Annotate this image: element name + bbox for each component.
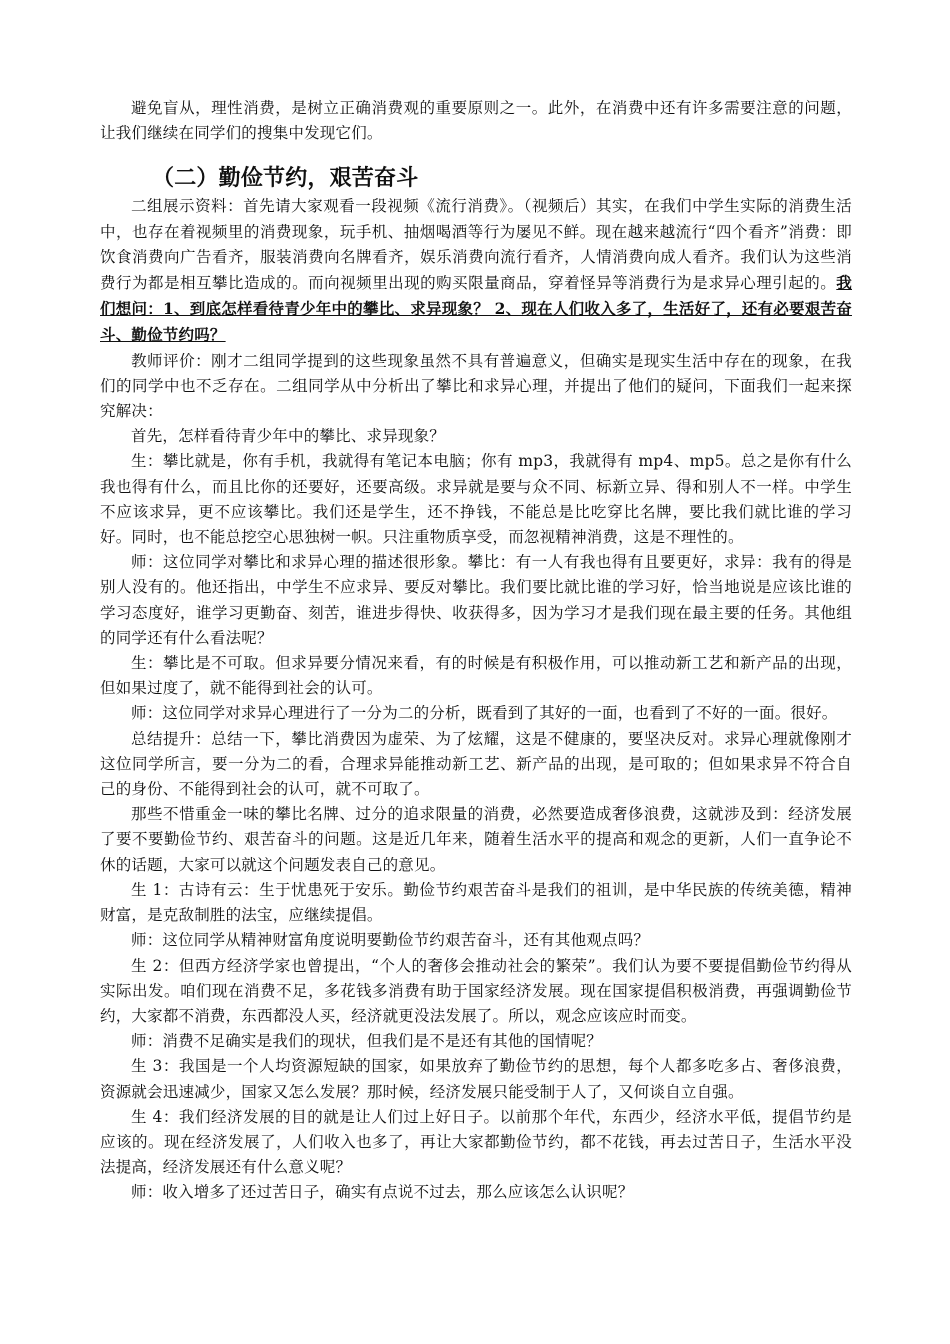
paragraph-student-2: 生 2：但西方经济学家也曾提出，“个人的奢侈会推动社会的繁荣”。我们认为要不要提倡勤俭节约得从实际出发。咱们现在消费不足，多花钱多消费有助于国家经济发展。现在国家提倡积极消费，再强调勤俭节约，大家都不消费，东西都没人买，经济就更没法发展了。所以，观念应该应时而变。 — [100, 956, 852, 1025]
paragraph-teacher-comment-1: 师：这位同学对攀比和求异心理的描述很形象。攀比：有一人有我也得有且要更好，求异：我有的得是别人没有的。他还指出，中学生不应求异、要反对攀比。我们要比就比谁的学习好，恰当地说是应该比谁的学习态度好，谁学习更勤奋、刻苦，谁进步得快、收获得多，因为学习才是我们现在最主要的任务。其他组的同学还有什么看法呢？ — [100, 553, 852, 647]
group-presentation-paragraph — [100, 194, 852, 348]
paragraph-summary: 总结提升：总结一下，攀比消费因为虚荣、为了炫耀，这是不健康的，要坚决反对。求异心理就像刚才这位同学所言，要一分为二的看，合理求异能推动新工艺、新产品的出现，是可取的；但如果求异不符合自己的身份、不能得到社会的认可，就不可取了。 — [100, 729, 852, 799]
paragraph-student-1: 生 1：古诗有云：生于忧患死于安乐。勤俭节约艰苦奋斗是我们的祖训，是中华民族的传统美德，精神财富，是克敌制胜的法宝，应继续提倡。 — [100, 880, 852, 925]
paragraph-teacher-comment-2: 师：这位同学对求异心理进行了一分为二的分析，既看到了其好的一面，也看到了不好的一面。很好。 — [131, 704, 838, 723]
paragraph-teacher-comment-4: 师：消费不足确实是我们的现状，但我们是不是还有其他的国情呢？ — [131, 1032, 603, 1051]
paragraph-teacher-comment-3: 师：这位同学从精神财富角度说明要勤俭节约艰苦奋斗，还有其他观点吗？ — [131, 931, 650, 950]
group-presentation-text: 二组展示资料：首先请大家观看一段视频《流行消费》。（视频后）其实，在我们中学生实际的消费生活中，也存在着视频里的消费现象，玩手机、抽烟喝酒等行为屡见不鲜。现在越来越流行“四个看齐”消费：即饮食消费向广告看齐，服装消费向名牌看齐，娱乐消费向流行看齐，人情消费向成人看齐。我们认为这些消费行为都是相互攀比造成的。而向视频里出现的购买限量商品，穿着怪异等消费行为是求异心理引起的。 — [100, 197, 852, 293]
paragraph-teacher-evaluation: 教师评价：刚才二组同学提到的这些现象虽然不具有普遍意义，但确实是现实生活中存在的现象，在我们的同学中也不乏存在。二组同学从中分析出了攀比和求异心理，并提出了他们的疑问，下面我们一起来探究解决： — [100, 351, 852, 421]
paragraph-teacher-comment-5: 师：收入增多了还过苦日子，确实有点说不过去，那么应该怎么认识呢？ — [131, 1183, 634, 1202]
document-body — [100, 96, 852, 1206]
group-question: 我们想问：1、到底怎样看待青少年中的攀比、求异现象？ 2、现在人们收入多了，生活好了，还有必要艰苦奋斗、勤俭节约吗？ — [100, 273, 852, 345]
paragraph-student-comparison: 生：攀比就是，你有手机，我就得有笔记本电脑；你有 mp3，我就得有 mp4、mp5。总之是你有什么我也得有什么，而且比你的还要好，还要高级。求异就是要与众不同、标新立异、得和别人不一样。中学生不应该求异，更不应该攀比。我们还是学生，还不挣钱，不能总是比吃穿比名牌，要比我们就比谁的学习好。同时，也不能总挖空心思独树一帜。只注重物质享受，而忽视精神消费，这是不理性的。 — [100, 452, 852, 547]
section-heading: （二）勤俭节约，艰苦奋斗 — [152, 166, 419, 192]
paragraph-student-3: 生 3：我国是一个人均资源短缺的国家，如果放弃了勤俭节约的思想，每个人都多吃多占、奢侈浪费，资源就会迅速减少，国家又怎么发展？那时候，经济发展只能受制于人了，又何谈自立自强。 — [100, 1057, 852, 1101]
intro-paragraph: 避免盲从，理性消费，是树立正确消费观的重要原则之一。此外，在消费中还有许多需要注意的问题，让我们继续在同学们的搜集中发现它们。 — [100, 99, 852, 143]
paragraph-transition: 那些不惜重金一味的攀比名牌、过分的追求限量的消费，必然要造成奢侈浪费，这就涉及到：经济发展了要不要勤俭节约、艰苦奋斗的问题。这是近几年来，随着生活水平的提高和观念的更新，人们一直争论不休的话题，大家可以就这个问题发表自己的意见。 — [100, 805, 852, 874]
paragraph-question-one: 首先，怎样看待青少年中的攀比、求异现象？ — [131, 427, 446, 446]
paragraph-student-novelty: 生：攀比是不可取。但求异要分情况来看，有的时候是有积极作用，可以推动新工艺和新产品的出现，但如果过度了，就不能得到社会的认可。 — [100, 654, 852, 698]
paragraph-student-4: 生 4：我们经济发展的目的就是让人们过上好日子。以前那个年代，东西少，经济水平低，提倡节约是应该的。现在经济发展了，人们收入也多了，再让大家都勤俭节约，都不花钱，再去过苦日子，生活水平没法提高，经济发展还有什么意义呢？ — [100, 1107, 852, 1177]
